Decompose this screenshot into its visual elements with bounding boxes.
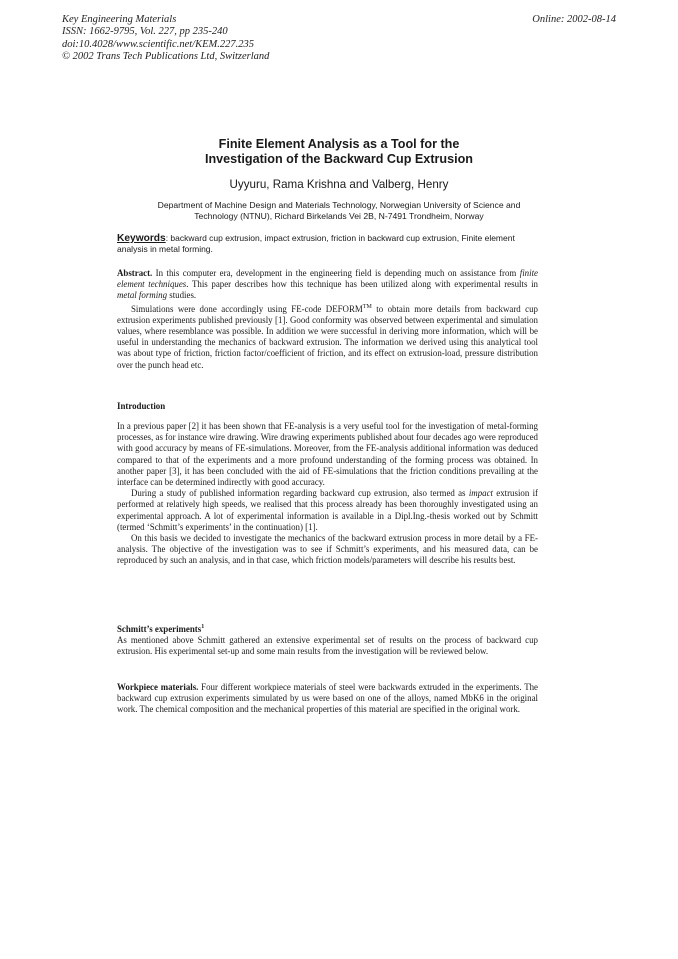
keywords-text: : backward cup extrusion, impact extrusion, friction in backward cup extrusion, Finite element analysis in metal forming. (117, 233, 515, 255)
workpiece-text: Four different workpiece materials of steel were backwards extruded in the experiments. The backward cup extrusion experiments simulated by us were based on one of the alloys, named MbK6 in the original work. The chemical composition and the mechanical properties of this material are specified in the original work. (117, 682, 538, 715)
intro-text: During a study of published information regarding backward cup extrusion, also termed as (131, 488, 469, 499)
intro-paragraph-1: In a previous paper [2] it has been shown that FE-analysis is a very useful tool for the investigation of metal-forming processes, as for instance wire drawing. Wire drawing experiments published about four decades ago were reproduced with good accuracy by means of FE-simulations. Moreover, from the FE-analysis additional information was deduced compared to that of the experiments and a more profound understanding of the forming process was obtained. In another paper [3], it has been concluded with the aid of FE-simulations that the friction conditions prevailing at the interface can be determined indirectly with good accuracy. (117, 421, 538, 488)
abstract-label: Abstract. (117, 268, 153, 278)
affiliation-line-1: Department of Machine Design and Materials Technology, Norwegian University of Science and (157, 200, 521, 210)
intro-text: extrusion if performed at relatively high speeds, we realised that this process already has been thoroughly investigated using an experimental approach. A lot of experimental information is available in a Dipl.Ing.-thesis worked out by Schmitt (termed ‘Schmitt’s experiments’ in the continuation) [1]. (117, 488, 539, 532)
abstract (117, 268, 538, 371)
abstract-text: In this computer era, development in the engineering field is depending much on assistance from (152, 268, 520, 278)
section-heading: Introduction (117, 401, 166, 411)
abstract-paragraph-1 (117, 268, 538, 302)
journal-doi[interactable]: doi:10.4028/www.scientific.net/KEM.227.235 (62, 38, 254, 50)
affiliation-line-2: Technology (NTNU), Richard Birkelands Vei 2B, N-7491 Trondheim, Norway (194, 211, 484, 222)
section-heading (117, 622, 538, 635)
online-date: Online: 2002-08-14 (532, 14, 616, 25)
journal-issn: ISSN: 1662-9795, Vol. 227, pp 235-240 (62, 26, 228, 38)
abstract-emphasis: finite element techniques (117, 268, 538, 290)
intro-emphasis: impact (468, 488, 493, 499)
introduction-section (117, 421, 538, 567)
workpiece-label: Workpiece materials. (117, 682, 199, 692)
abstract-text: . This paper describes how this technique has been utilized along with experimental results in (186, 279, 538, 290)
journal-copyright: © 2002 Trans Tech Publications Ltd, Switzerland (62, 50, 270, 62)
keywords (117, 233, 547, 255)
abstract-text: Simulations were done accordingly using FE-code DEFORM (131, 303, 363, 314)
author-list: Uyyuru, Rama Krishna and Valberg, Henry (229, 178, 449, 191)
abstract-emphasis: metal forming (117, 290, 168, 301)
workpiece-section (117, 682, 538, 716)
schmitt-section (117, 622, 538, 658)
schmitt-paragraph-1: As mentioned above Schmitt gathered an extensive experimental set of results on the process of backward cup extrusion. His experimental set-up and some main results from the investigation will be reviewed below. (117, 635, 538, 657)
affiliation (108, 200, 570, 222)
keywords-label: Keywords (117, 233, 166, 244)
title-line-1: Finite Element Analysis as a Tool for the (218, 137, 460, 151)
schmitt-heading-text: Schmitt’s experiments (117, 624, 202, 634)
footnote-mark: 1 (201, 624, 205, 630)
journal-name: Key Engineering Materials (62, 14, 177, 25)
intro-paragraph-3: On this basis we decided to investigate the mechanics of the backward extrusion process in more detail by a FE-analysis. The objective of the investigation was to see if Schmitt’s experiments, and his measured data, can be reproduced by such an analysis, and in that case, which friction models/parameters will describe his results best. (117, 533, 538, 566)
paper-title (0, 137, 678, 167)
abstract-text: to obtain more details from backward cup extrusion experiments published previously [1]. Good conformity was observed between experimental and simulation values, where resemblance was possible. In addition we were successful in deriving more information, which will be useful in understanding the mechanics of backward extrusion. The information we derived using this analytical tool was about type of friction, friction factor/coefficient of friction, and its effect on extrusion-load, pressure distribution over the punch head etc. (117, 303, 538, 370)
abstract-paragraph-2 (117, 302, 538, 371)
abstract-text: studies. (167, 290, 197, 301)
trademark-mark: TM (362, 303, 372, 310)
journal-header (62, 14, 269, 63)
workpiece-paragraph (117, 682, 538, 716)
title-line-2: Investigation of the Backward Cup Extrusion (204, 152, 473, 166)
intro-paragraph-2 (117, 488, 538, 533)
introduction-heading (117, 401, 538, 412)
